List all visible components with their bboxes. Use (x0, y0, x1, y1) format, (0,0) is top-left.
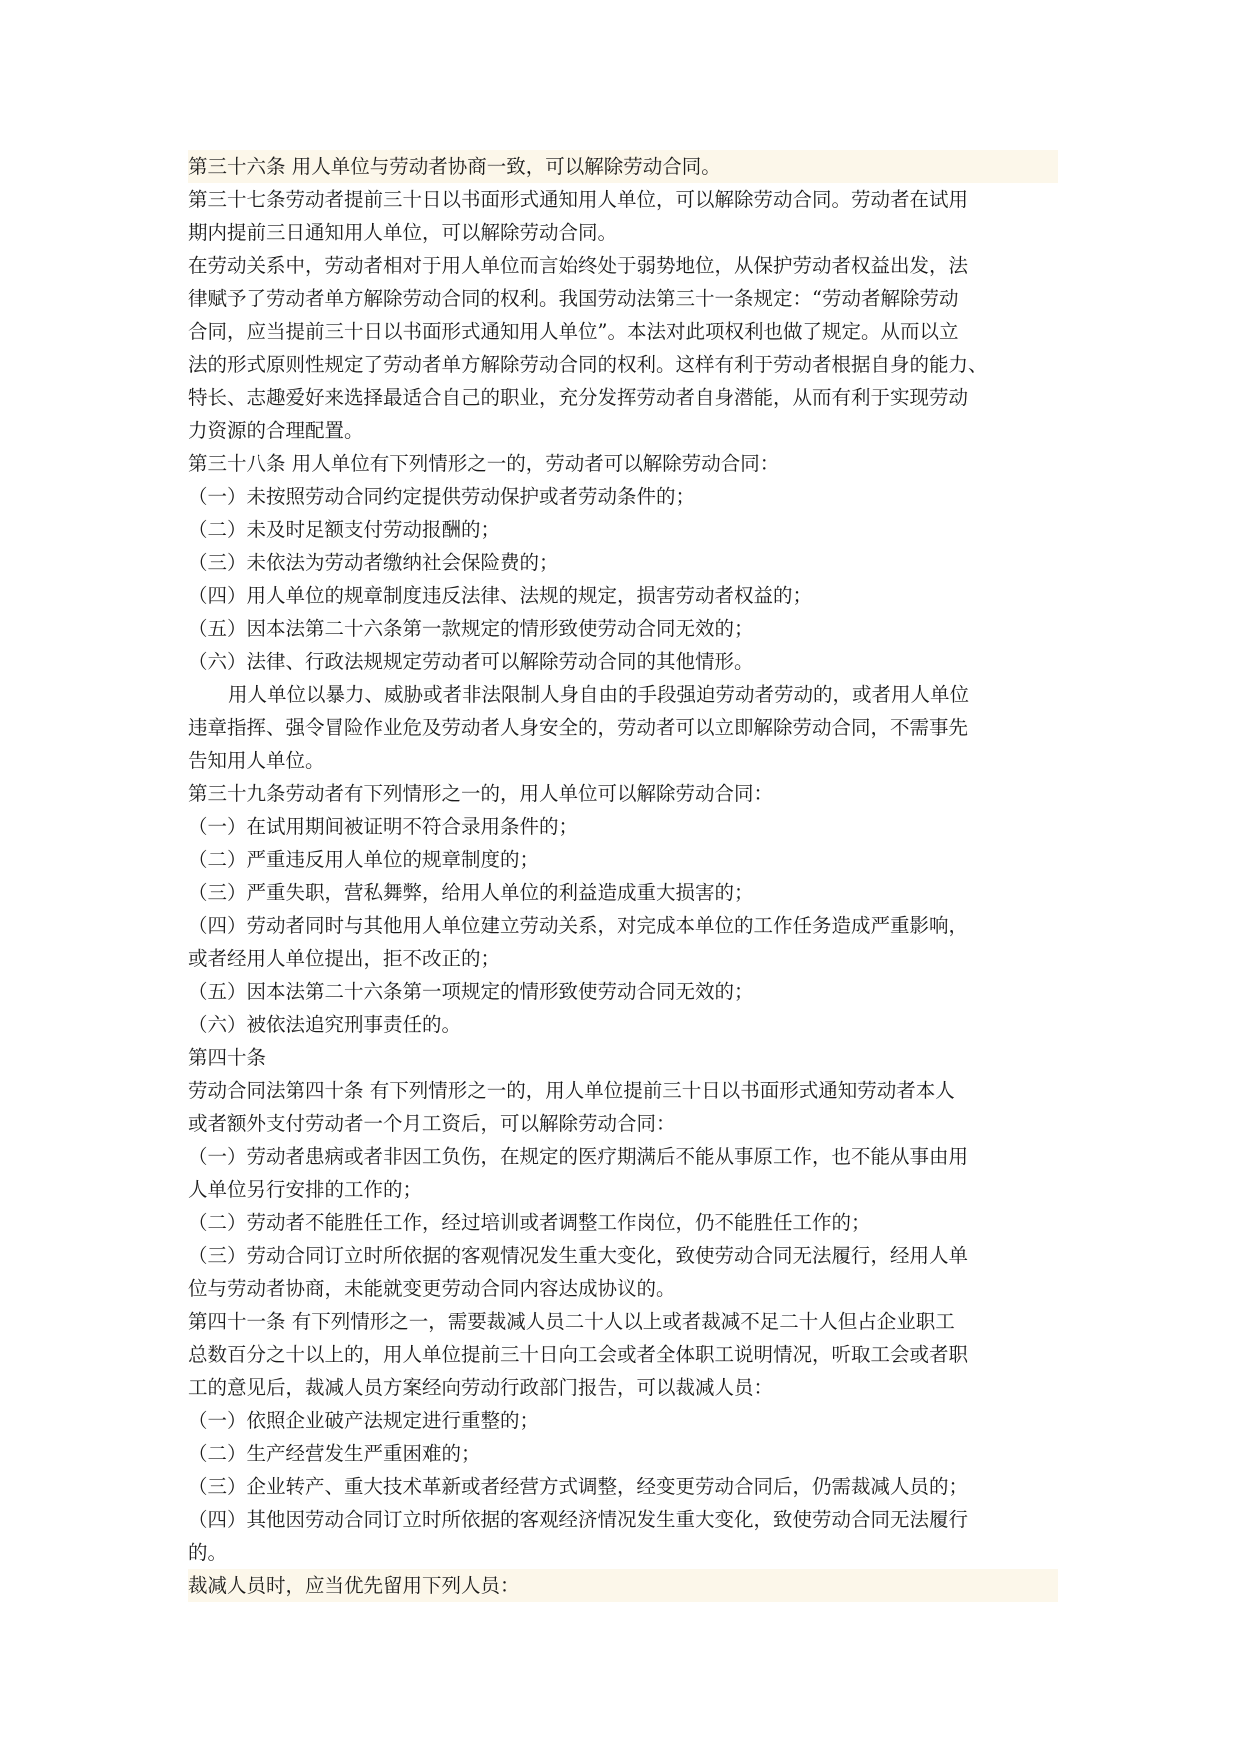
list-item: 或者经用人单位提出，拒不改正的； (188, 947, 501, 970)
article-36-line: 第三十六条 用人单位与劳动者协商一致，可以解除劳动合同。 (188, 150, 1058, 183)
paragraph-line: 告知用人单位。 (188, 749, 325, 772)
list-item: （三）劳动合同订立时所依据的客观情况发生重大变化，致使劳动合同无法履行，经用人单 (188, 1244, 969, 1267)
article-38-line: 第三十八条 用人单位有下列情形之一的，劳动者可以解除劳动合同： (188, 452, 780, 475)
list-item: （二）未及时足额支付劳动报酬的； (188, 518, 501, 541)
paragraph-line: 法的形式原则性规定了劳动者单方解除劳动合同的权利。这样有利于劳动者根据自身的能力、 (188, 353, 988, 376)
list-item: （四）劳动者同时与其他用人单位建立劳动关系，对完成本单位的工作任务造成严重影响， (188, 914, 969, 937)
paragraph-line: 工的意见后，裁减人员方案经向劳动行政部门报告，可以裁减人员： (188, 1376, 774, 1399)
paragraph-line: 违章指挥、强令冒险作业危及劳动者人身安全的，劳动者可以立即解除劳动合同，不需事先 (188, 716, 969, 739)
list-item: （三）企业转产、重大技术革新或者经营方式调整，经变更劳动合同后，仍需裁减人员的； (188, 1475, 969, 1498)
list-item: （一）依照企业破产法规定进行重整的； (188, 1409, 540, 1432)
closing-line: 裁减人员时，应当优先留用下列人员： (188, 1569, 1058, 1602)
list-item: （三）严重失职，营私舞弊，给用人单位的利益造成重大损害的； (188, 881, 754, 904)
paragraph-line: 律赋予了劳动者单方解除劳动合同的权利。我国劳动法第三十一条规定：“劳动者解除劳动 (188, 287, 959, 310)
paragraph-line: 力资源的合理配置。 (188, 419, 364, 442)
article-40-line: 劳动合同法第四十条 有下列情形之一的，用人单位提前三十日以书面形式通知劳动者本人 (188, 1079, 955, 1102)
list-item: （一）未按照劳动合同约定提供劳动保护或者劳动条件的； (188, 485, 696, 508)
paragraph-line: 用人单位以暴力、威胁或者非法限制人身自由的手段强迫劳动者劳动的，或者用人单位 (228, 683, 970, 706)
list-item: （六）法律、行政法规规定劳动者可以解除劳动合同的其他情形。 (188, 650, 754, 673)
list-item: （六）被依法追究刑事责任的。 (188, 1013, 462, 1036)
paragraph-line: 或者额外支付劳动者一个月工资后，可以解除劳动合同： (188, 1112, 676, 1135)
list-item: （五）因本法第二十六条第一项规定的情形致使劳动合同无效的； (188, 980, 754, 1003)
list-item: （二）劳动者不能胜任工作，经过培训或者调整工作岗位，仍不能胜任工作的； (188, 1211, 871, 1234)
article-37-line: 第三十七条劳动者提前三十日以书面形式通知用人单位，可以解除劳动合同。劳动者在试用 (188, 188, 969, 211)
list-item: （五）因本法第二十六条第一款规定的情形致使劳动合同无效的； (188, 617, 754, 640)
list-item: 位与劳动者协商，未能就变更劳动合同内容达成协议的。 (188, 1277, 676, 1300)
document-page (188, 150, 1058, 1602)
paragraph-line: 总数百分之十以上的，用人单位提前三十日向工会或者全体职工说明情况，听取工会或者职 (188, 1343, 969, 1366)
list-item: （二）生产经营发生严重困难的； (188, 1442, 481, 1465)
article-40-heading: 第四十条 (188, 1046, 267, 1069)
list-item: （四）用人单位的规章制度违反法律、法规的规定，损害劳动者权益的； (188, 584, 813, 607)
list-item: （二）严重违反用人单位的规章制度的； (188, 848, 540, 871)
list-item: （四）其他因劳动合同订立时所依据的客观经济情况发生重大变化，致使劳动合同无法履行 (188, 1508, 969, 1531)
article-41-line: 第四十一条 有下列情形之一，需要裁减人员二十人以上或者裁减不足二十人但占企业职工 (188, 1310, 955, 1333)
paragraph-line: 合同，应当提前三十日以书面形式通知用人单位”。本法对此项权利也做了规定。从而以立 (188, 320, 959, 343)
article-39-line: 第三十九条劳动者有下列情形之一的，用人单位可以解除劳动合同： (188, 782, 774, 805)
list-item: 人单位另行安排的工作的； (188, 1178, 423, 1201)
paragraph-line: 特长、志趣爱好来选择最适合自己的职业，充分发挥劳动者自身潜能，从而有利于实现劳动 (188, 386, 969, 409)
list-item: 的。 (188, 1541, 228, 1564)
paragraph-line: 在劳动关系中，劳动者相对于用人单位而言始终处于弱势地位，从保护劳动者权益出发，法 (188, 254, 969, 277)
paragraph-line: 期内提前三日通知用人单位，可以解除劳动合同。 (188, 221, 618, 244)
list-item: （三）未依法为劳动者缴纳社会保险费的； (188, 551, 559, 574)
list-item: （一）劳动者患病或者非因工负伤，在规定的医疗期满后不能从事原工作，也不能从事由用 (188, 1145, 969, 1168)
list-item: （一）在试用期间被证明不符合录用条件的； (188, 815, 579, 838)
